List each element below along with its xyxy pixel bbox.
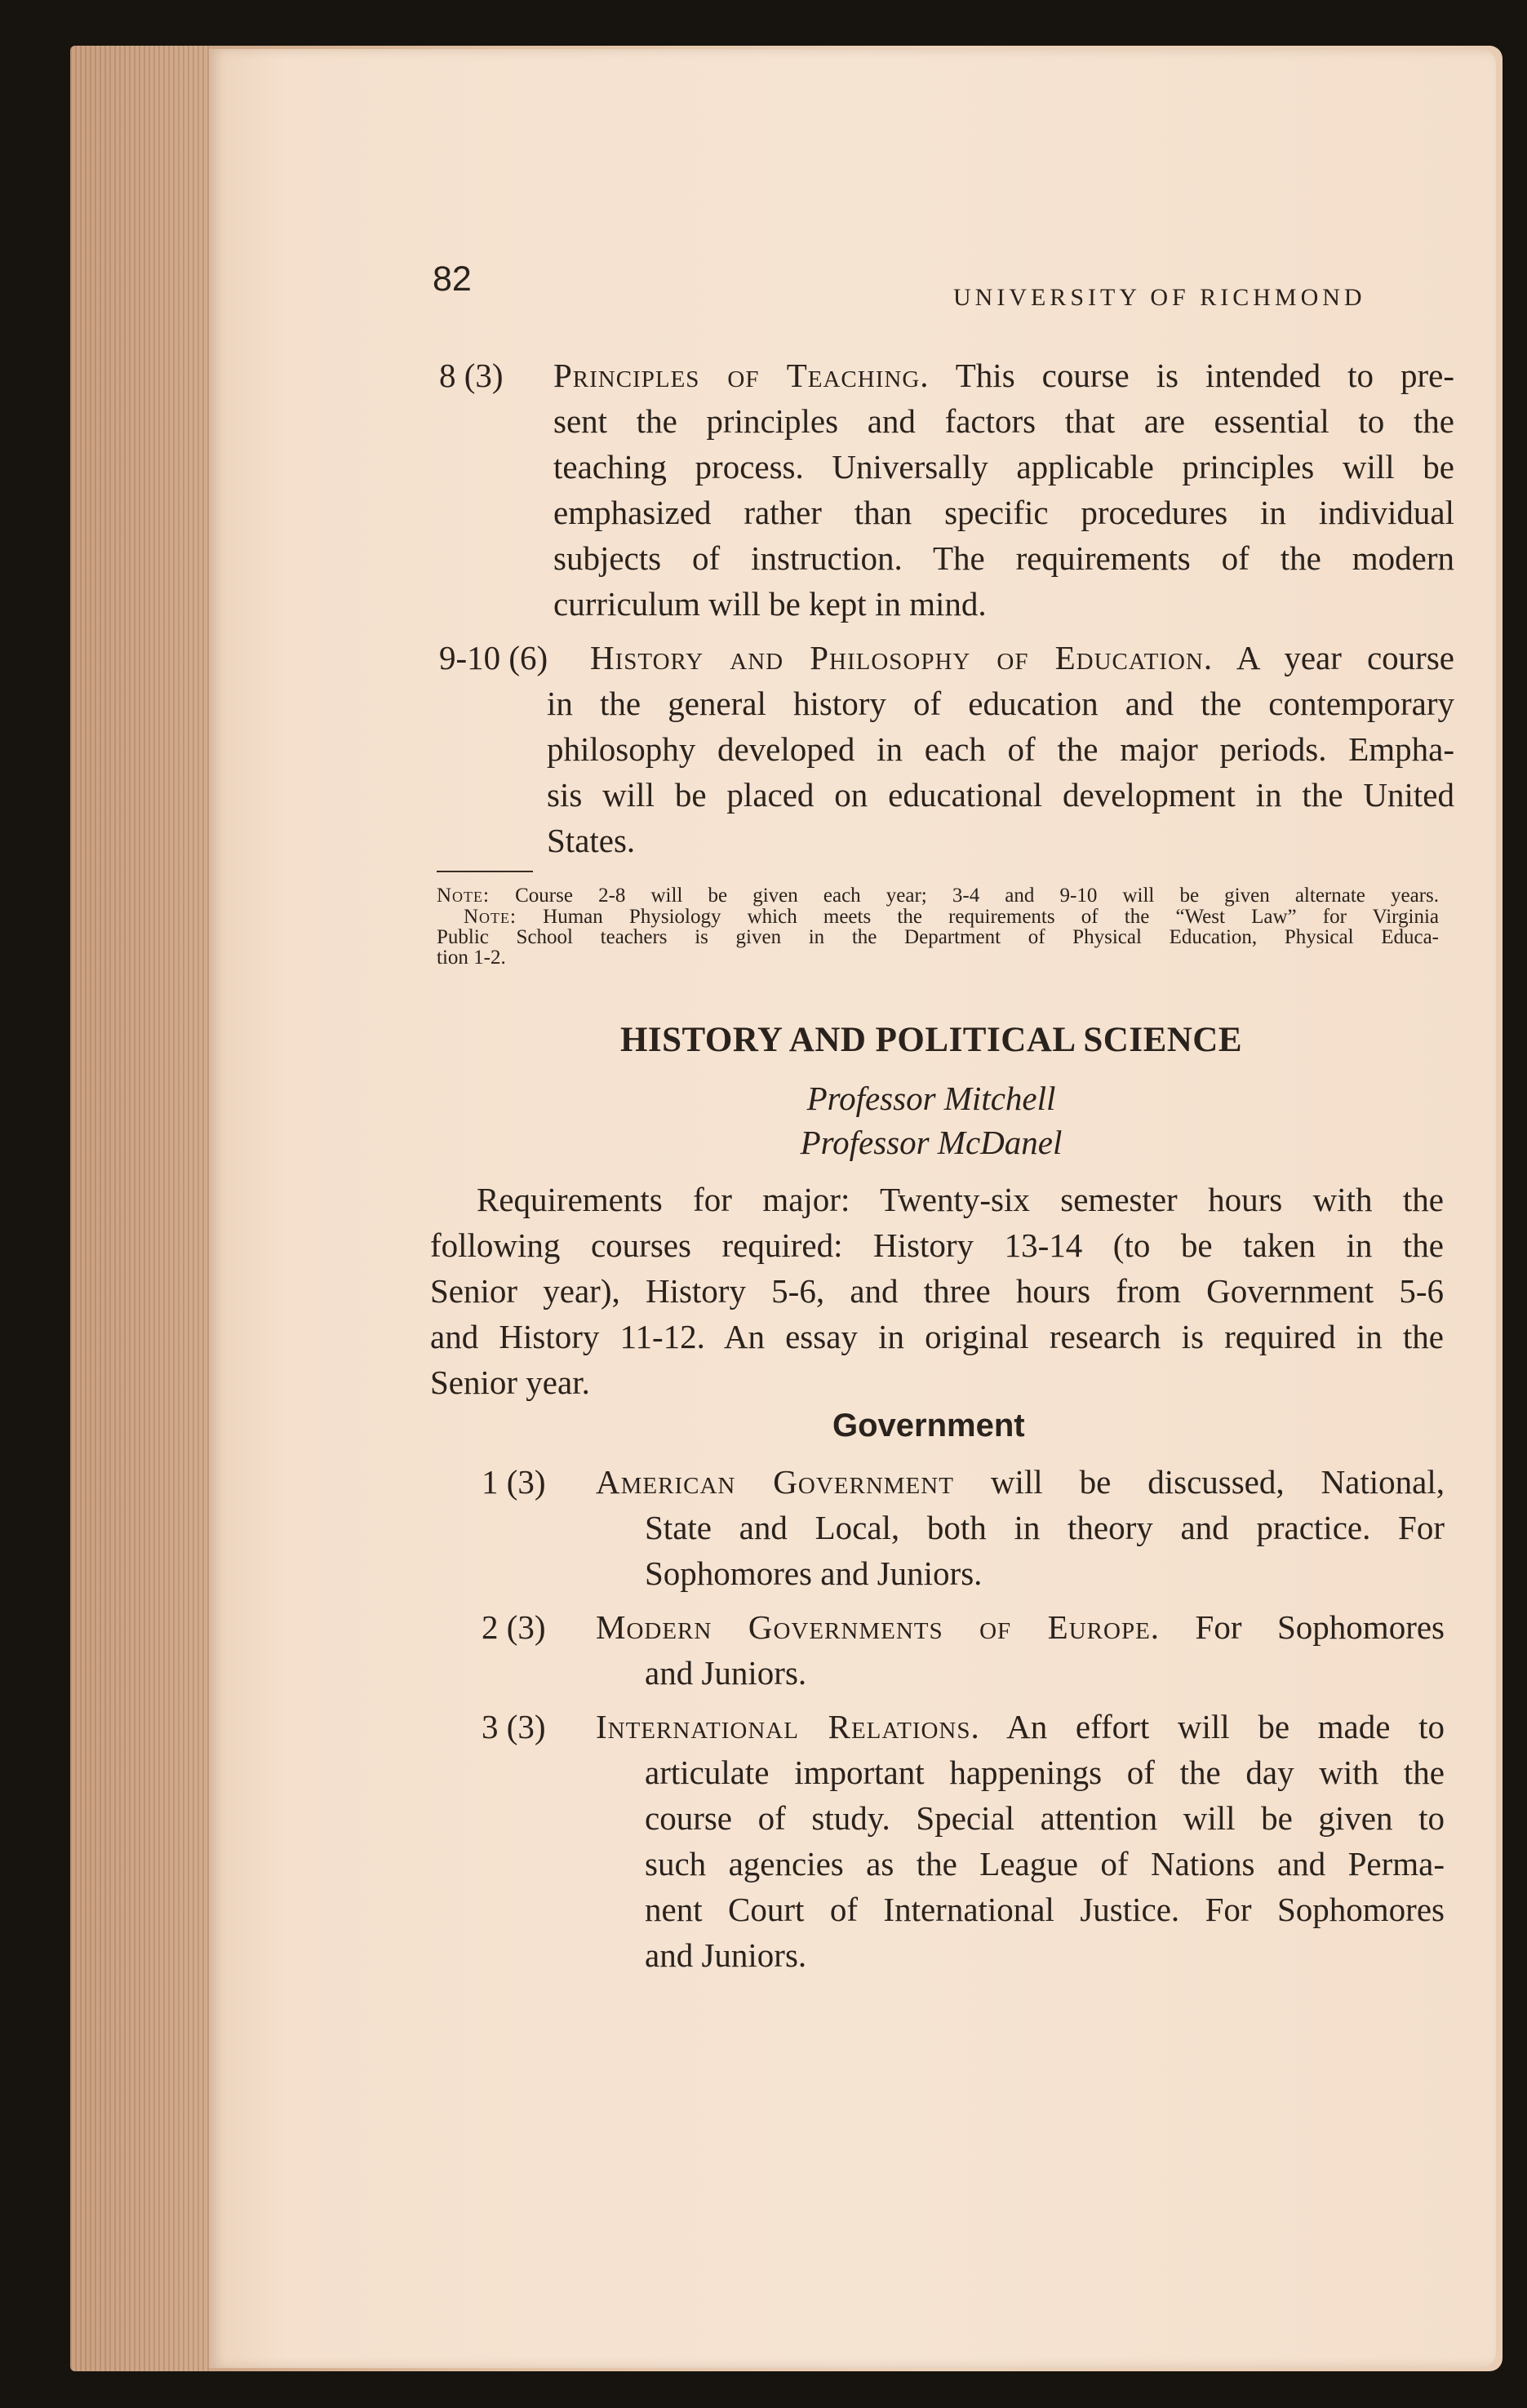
course-title: Principles of Teaching. [553, 357, 930, 394]
course-line: and Juniors. [645, 1654, 807, 1692]
course-line [553, 354, 1454, 397]
note-label: Note: [437, 885, 490, 907]
course-line: nent Court of International Justice. For Sophomores [645, 1891, 1445, 1928]
running-title: UNIVERSITY OF RICHMOND [953, 284, 1366, 311]
course-line: teaching process. Universally applicable principles will be [553, 448, 1454, 486]
course-line: curriculum will be kept in mind. [553, 585, 987, 623]
course-line: emphasized rather than specific procedures in individual [553, 494, 1454, 531]
course-line: in the general history of education and the contemporary [547, 685, 1454, 722]
course-line: sis will be placed on educational development in the United [547, 776, 1454, 814]
footnote-rule [437, 871, 533, 872]
note-text: Human Physiology which meets the requirements of the “West Law” for Virginia [543, 906, 1440, 928]
page-edges [70, 46, 209, 2371]
note-line [464, 907, 1439, 927]
course-line: and Juniors. [645, 1936, 807, 1974]
course-line: such agencies as the League of Nations and Perma- [645, 1845, 1445, 1882]
requirements-line: following courses required: History 13-14 (to be taken in the [430, 1226, 1444, 1264]
course-line: State and Local, both in theory and practice. For [645, 1509, 1445, 1546]
course-number: 9-10 (6) [439, 639, 548, 676]
course-line: articulate important happenings of the day with the [645, 1754, 1445, 1791]
course-title: American Government [596, 1463, 954, 1501]
course-text: An effort will be made to [1006, 1708, 1445, 1745]
note-text: Course 2-8 will be given each year; 3-4 and 9-10 will be given alternate years. [515, 885, 1439, 907]
course-line: subjects of instruction. The requirements of the modern [553, 539, 1454, 577]
course-number: 1 (3) [482, 1463, 546, 1501]
course-line: sent the principles and factors that are essential to the [553, 402, 1454, 440]
note-line: tion 1-2. [437, 947, 506, 969]
course-line [596, 1606, 1445, 1648]
note-label: Note: [464, 906, 517, 928]
course-text: This course is intended to pre- [955, 357, 1454, 394]
course-line [596, 1705, 1445, 1748]
course-text: will be discussed, National, [990, 1463, 1445, 1501]
course-line [596, 1461, 1445, 1503]
note-line: Public School teachers is given in the Department of Physical Education, Physical Educa- [437, 926, 1439, 948]
page-number: 82 [433, 259, 472, 299]
requirements-line: Requirements for major: Twenty-six semester hours with the [477, 1181, 1444, 1218]
course-number: 8 (3) [439, 357, 504, 394]
requirements-line: Senior year. [430, 1364, 590, 1401]
note-line [437, 885, 1439, 906]
requirements-line: and History 11-12. An essay in original research is required in the [430, 1318, 1444, 1355]
course-text: For Sophomores [1195, 1608, 1445, 1646]
requirements-line: Senior year), History 5-6, and three hours from Government 5-6 [430, 1272, 1444, 1310]
course-line: philosophy developed in each of the major periods. Empha- [547, 730, 1454, 768]
course-line: course of study. Special attention will be given to [645, 1799, 1445, 1837]
professor-name: Professor Mitchell [806, 1080, 1056, 1117]
course-title: International Relations. [596, 1708, 980, 1745]
course-title: Modern Governments of Europe. [596, 1608, 1161, 1646]
course-line: States. [547, 822, 636, 859]
subheading: Government [832, 1408, 1025, 1443]
course-title: History and Philosophy of Education. [590, 639, 1214, 676]
course-text: A year course [1236, 639, 1454, 676]
course-number: 3 (3) [482, 1708, 546, 1745]
section-heading: HISTORY AND POLITICAL SCIENCE [619, 1021, 1243, 1059]
course-line: Sophomores and Juniors. [645, 1554, 983, 1592]
course-number: 2 (3) [482, 1608, 546, 1646]
course-line [590, 636, 1454, 679]
professor-name: Professor McDanel [800, 1124, 1063, 1161]
